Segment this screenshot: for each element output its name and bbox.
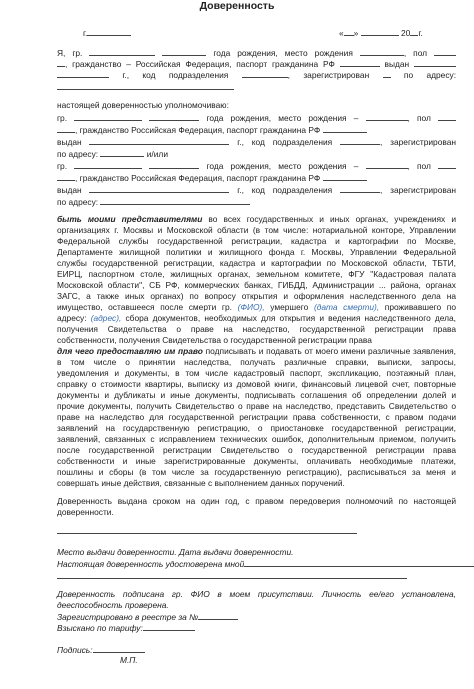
principal-sex-blank[interactable] — [434, 47, 456, 56]
notary-signature-blank[interactable] — [93, 644, 145, 653]
body1-line-9: имущество, оставшееся после смерти гр. (ФИО), умершего (дата смерти), проживавшего по — [57, 302, 456, 312]
date-line: « » 20 г. — [339, 28, 423, 38]
term-line-1: Доверенность выдана сроком на один год, с правом передоверия полномочий по настоящей — [57, 496, 456, 506]
body1-line-5: службы государственной регистрации, кадастра и картографии по Московской области, ТБТИ, — [57, 258, 456, 268]
certified-line: Настоящая доверенность удостоверена мной — [57, 558, 456, 570]
deceased-name-placeholder[interactable]: (ФИО), — [237, 302, 265, 312]
principal-line-1: Я, гр. года рождения, место рождения , пол — [57, 47, 456, 59]
rep1-birth-blank[interactable] — [149, 112, 199, 121]
signed-line-2: дееспособность проверена. — [57, 600, 169, 610]
principal-address-blank[interactable] — [57, 81, 234, 90]
body1-line-2: организациях г. Москвы и Московской области (в том числе: нотариальной конторе, Управлении — [57, 225, 456, 235]
rep1-issuer-blank[interactable] — [89, 136, 229, 145]
term-line-2: доверенности. — [57, 507, 114, 517]
notary-separator — [57, 578, 407, 579]
principal-signature-line[interactable] — [57, 533, 357, 534]
passport-date-blank[interactable] — [57, 69, 109, 78]
year-label: 20 — [401, 28, 411, 38]
signature-line: Подпись: — [57, 644, 145, 656]
rep2-birthplace-blank[interactable] — [366, 160, 408, 169]
rep2-name-blank[interactable] — [74, 160, 142, 169]
death-date-placeholder[interactable]: (дата смерти), — [313, 302, 380, 312]
body2-line-10: после государственной регистрации Свидетельство о государственной регистрации права — [57, 445, 456, 455]
rep2-line-1: гр. года рождения, место рождения – , пол — [57, 160, 456, 172]
body1-line-6: ЕИРЦ, паспортном столе, жилищных органах, земельном комитете, ФГУ "Кадастровая палата — [57, 269, 456, 279]
principal-line-2: , гражданство – Российская Федерация, паспорт гражданина РФ выдан — [57, 58, 456, 70]
rep1-blank-a[interactable] — [57, 124, 75, 133]
principal-birth-blank[interactable] — [162, 47, 206, 56]
passport-issuer-blank[interactable] — [414, 58, 456, 67]
body1-line-8: ЗАГС, а также иных органах) по вопросу открытия и оформления наследственного дела на — [57, 291, 456, 301]
body2-line-4: справку о стоимости квартиры, выписку из домовой книги, финансовый лицевой счет, повторные — [57, 379, 456, 389]
principal-blank-a[interactable] — [57, 58, 65, 67]
rep2-code-blank[interactable] — [340, 184, 380, 193]
body1-line-3: Федеральной службы государственной регистрации, кадастра и картографии по Москве, — [57, 236, 456, 246]
body1-line-1: быть моими представителями во всех государственных и иных органах, учреждениях и — [57, 214, 457, 224]
rights-heading: для чего предоставляю им право — [57, 346, 203, 356]
authorize-line: настоящей доверенностью уполномочиваю: — [57, 100, 229, 110]
passport-number-blank[interactable] — [340, 58, 380, 67]
rep1-line-4: по адресу: и/или — [57, 149, 168, 159]
rep1-name-blank[interactable] — [74, 112, 142, 121]
body2-line-7: праве на наследство для государственной регистрации права собственности, с правом подачи — [57, 412, 456, 422]
principal-line-3: г., код подразделения , зарегистрирован по адресу: — [57, 69, 456, 81]
principal-reg-blank[interactable] — [383, 69, 391, 78]
body2-line-2: в том числе о принятии наследства, получать различные справки, выписки, запросы, — [57, 357, 456, 367]
rep2-blank-a[interactable] — [57, 172, 75, 181]
document-title: Доверенность — [199, 0, 275, 12]
rep1-sex-blank[interactable] — [438, 112, 456, 121]
body2-line-8: заявлений на государственную регистрацию, о приостановке государственной регистрации, — [57, 423, 456, 433]
city-prefix: г. — [83, 28, 88, 38]
rep2-line-3: выдан г., код подразделения , зарегистрирован — [57, 185, 457, 195]
rep2-address-blank[interactable] — [100, 196, 250, 205]
principal-address-line — [57, 81, 234, 93]
rep1-code-blank[interactable] — [340, 136, 380, 145]
principal-name-blank[interactable] — [89, 47, 155, 56]
powers-heading: быть моими представителями — [57, 214, 203, 224]
body2-line-11: собственности и иные зарегистрированные документы, оплачивать необходимые платежи, — [57, 456, 456, 466]
rep2-line-4: по адресу: — [57, 196, 250, 208]
body1-line-4: Департаменте жилищной политики и жилищного фонда г. Москвы, Управлении Федеральной — [57, 247, 456, 257]
principal-birthplace-blank[interactable] — [360, 47, 404, 56]
body2-line-1: для чего предоставляю им право подписывать и подавать от моего имени различные заявления, — [57, 346, 456, 356]
rep2-passport-blank[interactable] — [323, 172, 367, 181]
body1-line-12: собственности, получения Свидетельства о государственной регистрации права — [57, 335, 372, 345]
address-placeholder[interactable]: (адрес), — [90, 313, 122, 323]
body1-line-11: получения Свидетельства о праве на наследство, государственной регистрации права — [57, 324, 456, 334]
month-blank[interactable] — [361, 27, 399, 36]
body2-line-5: документы и дубликаты и иные документы, подписывать соглашения об определении долей и — [57, 390, 456, 400]
day-blank[interactable] — [344, 27, 354, 36]
tariff-line: Взыскано по тарифу: — [57, 622, 195, 634]
city-line — [83, 27, 131, 39]
city-blank[interactable] — [87, 27, 131, 36]
rep1-line-3: выдан г., код подразделения , зарегистрирован — [57, 137, 457, 147]
rep1-line-2: , гражданство Российская Федерация, паспорт гражданина РФ — [57, 124, 367, 136]
notary-name-blank[interactable] — [244, 558, 474, 567]
body2-line-13: совершать иные действия, связанные с выполнением данных поручений. — [57, 478, 345, 488]
registry-line: Зарегистрировано в реестре за № — [57, 611, 238, 623]
body1-line-10: адресу: (адрес), сбора документов, необходимых для открытия и ведения наследственного дела, — [57, 313, 457, 323]
body2-line-3: уведомления и документы, в том числе кадастровый паспорт, экспликацию, поэтажный план, — [57, 368, 456, 378]
rep1-passport-blank[interactable] — [323, 124, 367, 133]
body2-line-12: пошлины и сборы (в том числе за государственную регистрацию), расписываться за меня и — [57, 467, 456, 477]
body1-line-7: Московской области", СБ РФ, коммерческих банках, ГИБДД, Администрации ... района, органах — [57, 280, 456, 290]
registry-number-blank[interactable] — [198, 611, 238, 620]
body2-line-9: заявлений, связанных с исправлением технических ошибок, дополнительным приемом, получить — [57, 434, 456, 444]
rep2-line-2: , гражданство Российская Федерация, паспорт гражданина РФ — [57, 172, 367, 184]
rep2-sex-blank[interactable] — [438, 160, 456, 169]
signed-line-1: Доверенность подписана гр. ФИО в моем присутствии. Личность ее/его установлена, — [57, 589, 457, 599]
body2-line-6: прочие документы, получить Свидетельство о праве на наследство, представить Свидетельство о — [57, 401, 456, 411]
rep2-birth-blank[interactable] — [149, 160, 199, 169]
rep1-address-blank[interactable] — [100, 148, 144, 157]
rep1-line-1: гр. года рождения, место рождения – , пол — [57, 112, 456, 124]
rep2-issuer-blank[interactable] — [89, 184, 229, 193]
place-date-line: Место выдачи доверенности. Дата выдачи доверенности. — [57, 547, 294, 557]
department-code-blank[interactable] — [242, 69, 288, 78]
tariff-amount-blank[interactable] — [143, 622, 195, 631]
stamp-label: М.П. — [120, 655, 138, 665]
rep1-birthplace-blank[interactable] — [366, 112, 408, 121]
